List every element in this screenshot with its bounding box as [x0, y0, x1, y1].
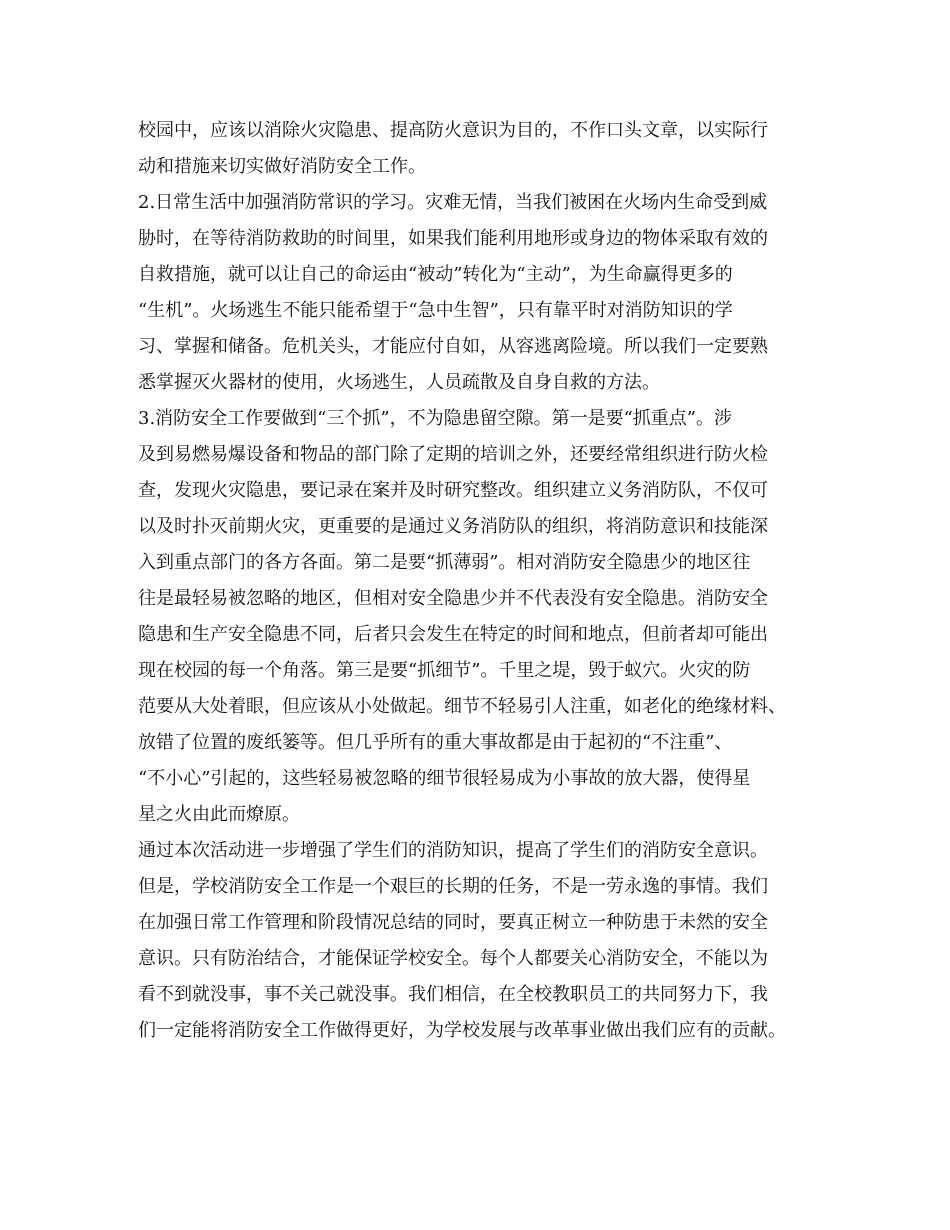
- text-line: 以及时扑灭前期火灾，更重要的是通过义务消防队的组织，将消防意识和技能深: [138, 516, 768, 537]
- text-line: 看不到就没事，事不关己就没事。我们相信，在全校教职员工的共同努力下，我: [138, 984, 768, 1005]
- text-line: 星之火由此而燎原。: [138, 804, 300, 825]
- text-line: 3.消防安全工作要做到“三个抓”，不为隐患留空隙。第一是要“抓重点”。涉: [138, 408, 732, 429]
- text-line: 胁时，在等待消防救助的时间里，如果我们能利用地形或身边的物体采取有效的: [138, 228, 768, 249]
- text-line: 2.日常生活中加强消防常识的学习。灾难无情，当我们被困在火场内生命受到威: [138, 192, 768, 213]
- text-line: 现在校园的每一个角落。第三是要“抓细节”。千里之堤，毁于蚁穴。火灾的防: [138, 660, 751, 681]
- text-line: “生机”。火场逃生不能只能希望于“急中生智”，只有靠平时对消防知识的学: [138, 300, 733, 321]
- text-line: 们一定能将消防安全工作做得更好，为学校发展与改革事业做出我们应有的贡献。: [138, 1020, 786, 1041]
- text-line: 通过本次活动进一步增强了学生们的消防知识，提高了学生们的消防安全意识。: [138, 840, 768, 861]
- text-line: 意识。只有防治结合，才能保证学校安全。每个人都要关心消防安全，不能以为: [138, 948, 768, 969]
- text-line: “不小心”引起的，这些轻易被忽略的细节很轻易成为小事故的放大器，使得星: [138, 768, 751, 789]
- text-line: 动和措施来切实做好消防安全工作。: [138, 156, 426, 177]
- text-line: 查，发现火灾隐患，要记录在案并及时研究整改。组织建立义务消防队，不仅可: [138, 480, 768, 501]
- text-line: 入到重点部门的各方各面。第二是要“抓薄弱”。相对消防安全隐患少的地区往: [138, 552, 751, 573]
- text-line: 放错了位置的废纸篓等。但几乎所有的重大事故都是由于起初的“不注重”、: [138, 732, 733, 753]
- text-line: 校园中，应该以消除火灾隐患、提高防火意识为目的，不作口头文章，以实际行: [138, 120, 768, 141]
- text-line: 隐患和生产安全隐患不同，后者只会发生在特定的时间和地点，但前者却可能出: [138, 624, 768, 645]
- text-line: 往是最轻易被忽略的地区，但相对安全隐患少并不代表没有安全隐患。消防安全: [138, 588, 768, 609]
- text-line: 在加强日常工作管理和阶段情况总结的同时，要真正树立一种防患于未然的安全: [138, 912, 768, 933]
- text-line: 及到易燃易爆设备和物品的部门除了定期的培训之外，还要经常组织进行防火检: [138, 444, 768, 465]
- text-line: 悉掌握灭火器材的使用，火场逃生，人员疏散及自身自救的方法。: [138, 372, 660, 393]
- text-line: 范要从大处着眼，但应该从小处做起。细节不轻易引人注重，如老化的绝缘材料、: [138, 696, 786, 717]
- text-line: 习、掌握和储备。危机关头，才能应付自如，从容逃离险境。所以我们一定要熟: [138, 336, 768, 357]
- text-line: 自救措施，就可以让自己的命运由“被动”转化为“主动”，为生命赢得更多的: [138, 264, 733, 285]
- text-line: 但是，学校消防安全工作是一个艰巨的长期的任务，不是一劳永逸的事情。我们: [138, 876, 768, 897]
